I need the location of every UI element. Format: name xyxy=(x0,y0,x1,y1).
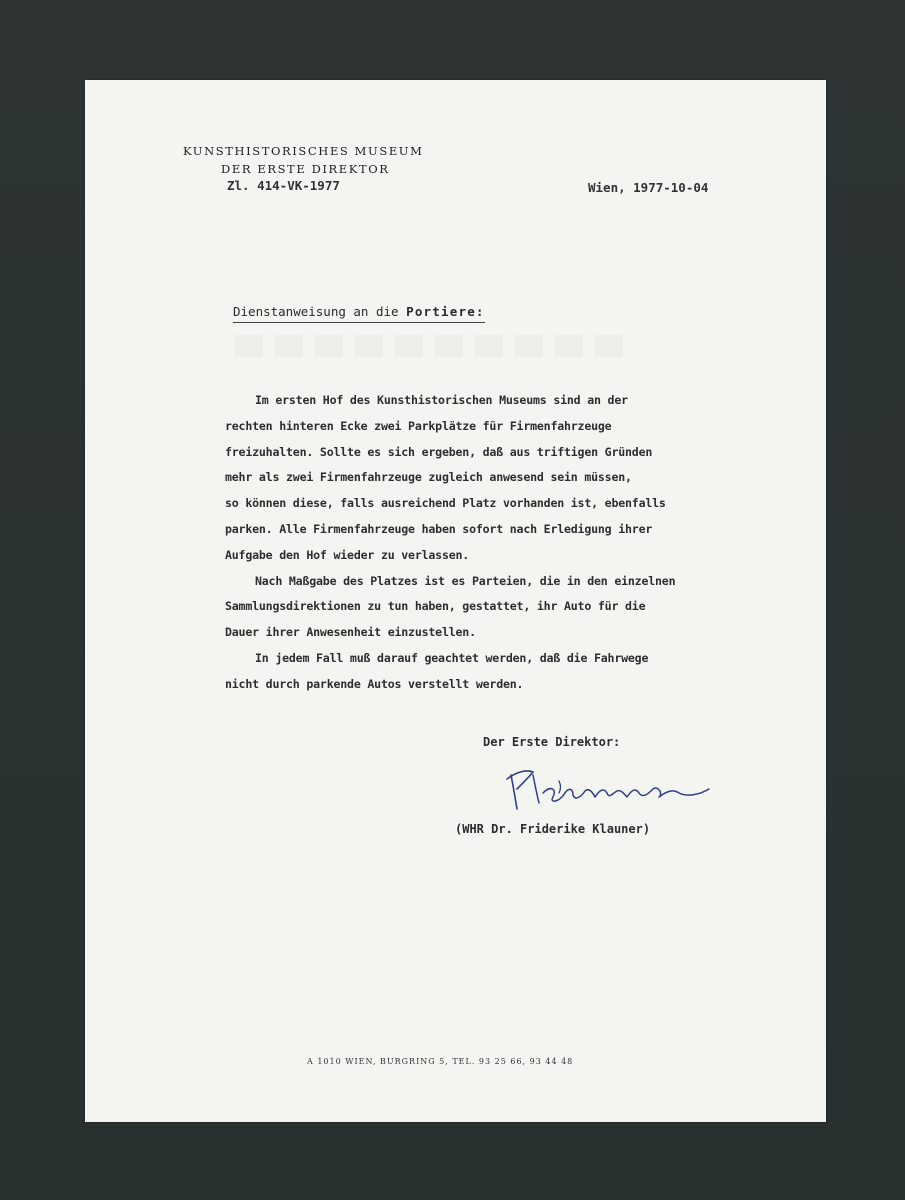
paragraph-2 xyxy=(225,569,785,646)
body-line: freizuhalten. Sollte es sich ergeben, daß aus triftigen Gründen xyxy=(225,444,653,459)
subject-prefix: Dienstanweisung an die xyxy=(233,304,399,319)
paragraph-3 xyxy=(225,646,785,698)
body-line: rechten hinteren Ecke zwei Parkplätze für Firmenfahrzeuge xyxy=(225,418,612,433)
closing-title: Der Erste Direktor: xyxy=(483,735,621,749)
body-line: Im ersten Hof des Kunsthistorischen Museums sind an der xyxy=(255,393,628,407)
body-line: so können diese, falls ausreichend Platz vorhanden ist, ebenfalls xyxy=(225,496,666,511)
office-title: DER ERSTE DIREKTOR xyxy=(221,162,390,176)
letterhead-footer-address: A 1010 WIEN, BURGRING 5, TEL. 93 25 66, 93 44 48 xyxy=(307,1057,574,1066)
body-line: parken. Alle Firmenfahrzeuge haben sofort nach Erledigung ihrer xyxy=(225,521,653,536)
letter-body xyxy=(225,388,785,698)
signer-name: (WHR Dr. Friderike Klauner) xyxy=(455,822,651,836)
subject-line xyxy=(233,304,485,323)
handwritten-signature xyxy=(503,763,723,815)
body-line: Nach Maßgabe des Platzes ist es Parteien, die in den einzelnen xyxy=(255,573,676,588)
letter-page xyxy=(85,80,826,1122)
faded-show-through xyxy=(235,335,635,357)
institution-name: KUNSTHISTORISCHES MUSEUM xyxy=(183,144,424,158)
letter-date: Wien, 1977-10-04 xyxy=(588,180,709,195)
paragraph-1 xyxy=(225,388,785,569)
body-line: Dauer ihrer Anwesenheit einzustellen. xyxy=(225,625,476,640)
body-line: Sammlungsdirektionen zu tun haben, gestattet, ihr Auto für die xyxy=(225,599,646,614)
body-line: nicht durch parkende Autos verstellt werden. xyxy=(225,676,524,691)
body-line: Aufgabe den Hof wieder zu verlassen. xyxy=(225,547,470,562)
body-line: mehr als zwei Firmenfahrzeuge zugleich anwesend sein müssen, xyxy=(225,470,632,485)
letterhead xyxy=(183,140,423,180)
subject-emphasis: Portiere: xyxy=(406,304,485,319)
body-line: In jedem Fall muß darauf geachtet werden, daß die Fahrwege xyxy=(255,650,649,665)
reference-number: Zl. 414-VK-1977 xyxy=(227,178,340,193)
